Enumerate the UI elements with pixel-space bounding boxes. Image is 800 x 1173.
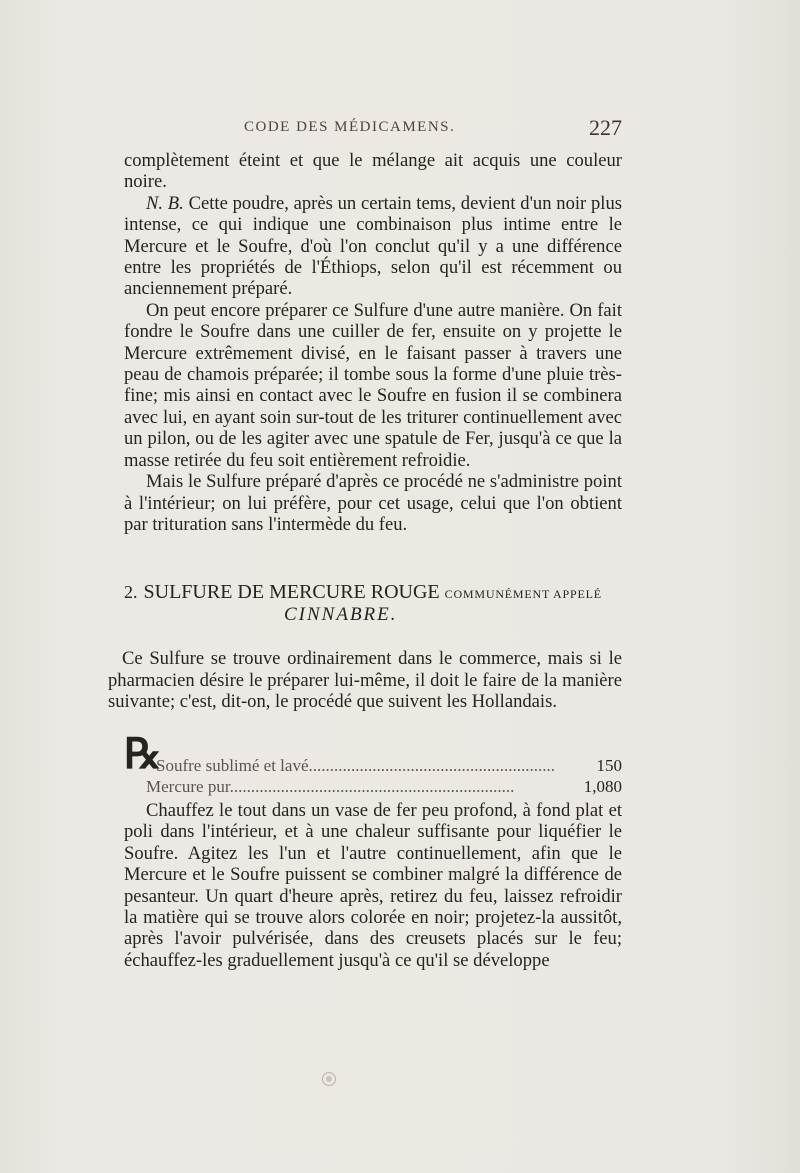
paragraph-continuation: complètement éteint et que le mélange ait acquis une couleur noire.: [124, 150, 622, 193]
recipe-item-name: Mercure pur: [146, 777, 230, 796]
body-text: [124, 150, 622, 535]
running-title: CODE DES MÉDICAMENS.: [244, 119, 456, 135]
paragraph-intro: Ce Sulfure se trouve ordinairement dans le commerce, mais si le pharmacien désire le préparer lui-même, il doit le faire de la manière suivante; c'est, dit-on, le procédé que suivent les Hollandais.: [108, 648, 622, 713]
section-number: 2.: [124, 582, 138, 602]
page-number: 227: [589, 115, 622, 140]
recipe-item-name: Soufre sublimé et lavé: [156, 756, 309, 775]
recipe-block: [124, 732, 622, 802]
paragraph-nota-bene: [124, 193, 622, 300]
section-heading: [124, 577, 624, 627]
paragraph-alternative-method: On peut encore préparer ce Sulfure d'une autre manière. On fait fondre le Soufre dans une cuiller de fer, ensuite on y projette le Mercure extrêmement divisé, en le faisant passer à travers une peau de chamois préparée; il tombe sous la forme d'une pluie très-fine; mis ainsi en contact avec le Soufre en fusion il se combinera avec lui, en ayant soin sur-tout de les triturer continuellement avec un pilon, ou de les agiter avec une spatule de Fer, jusqu'à ce que la masse retirée du feu soit entièrement refroidie.: [124, 299, 622, 471]
instructions-text: [124, 800, 622, 971]
nota-bene-label: N. B.: [146, 192, 184, 214]
recipe-item-quantity: 150: [596, 756, 622, 775]
running-header: [124, 113, 622, 141]
paper-blemish: [322, 1072, 336, 1086]
nota-bene-text: Cette poudre, après un certain tems, devient d'un noir plus intense, ce qui indique une combinaison plus intime entre le Mercure et le Soufre, d'où l'on conclut qu'il y a une différence entre les propriétés de l'Éthiops, selon qu'il est récemment ou anciennement préparé.: [124, 192, 622, 300]
section-title-small: COMMUNÉMENT APPELÉ: [444, 587, 602, 601]
recipe-item: Mercure pur................................................................... 1,080: [146, 777, 622, 796]
section-title: [124, 581, 602, 604]
recipe-item: Soufre sublimé et lavé.......................................................... 150: [156, 756, 622, 775]
intro-text: [108, 648, 622, 713]
paragraph-note-usage: Mais le Sulfure préparé d'après ce procédé ne s'administre point à l'intérieur; on lui préfère, pour cet usage, celui que l'on obtient par trituration sans l'intermède du feu.: [124, 471, 622, 535]
section-title-main: SULFURE DE MERCURE ROUGE: [143, 581, 440, 603]
recipe-symbol: ℞: [124, 732, 162, 778]
section-subtitle: CINNABRE.: [284, 604, 398, 625]
paragraph-instructions: Chauffez le tout dans un vase de fer peu profond, à fond plat et poli dans l'intérieur, et à une chaleur suffisante pour liquéfier le Soufre. Agitez les l'un et l'autre continuellement, afin que le Mercure et le Soufre puissent se combiner malgré la différence de pesanteur. Un quart d'heure après, retirez du feu, laissez refroidir la matière qui se trouve alors colorée en noir; projetez-la aussitôt, après l'avoir pulvérisée, dans des creusets placés sur le feu; échauffez-les graduellement jusqu'à ce qu'il se développe: [124, 800, 622, 971]
recipe-item-quantity: 1,080: [583, 777, 622, 796]
